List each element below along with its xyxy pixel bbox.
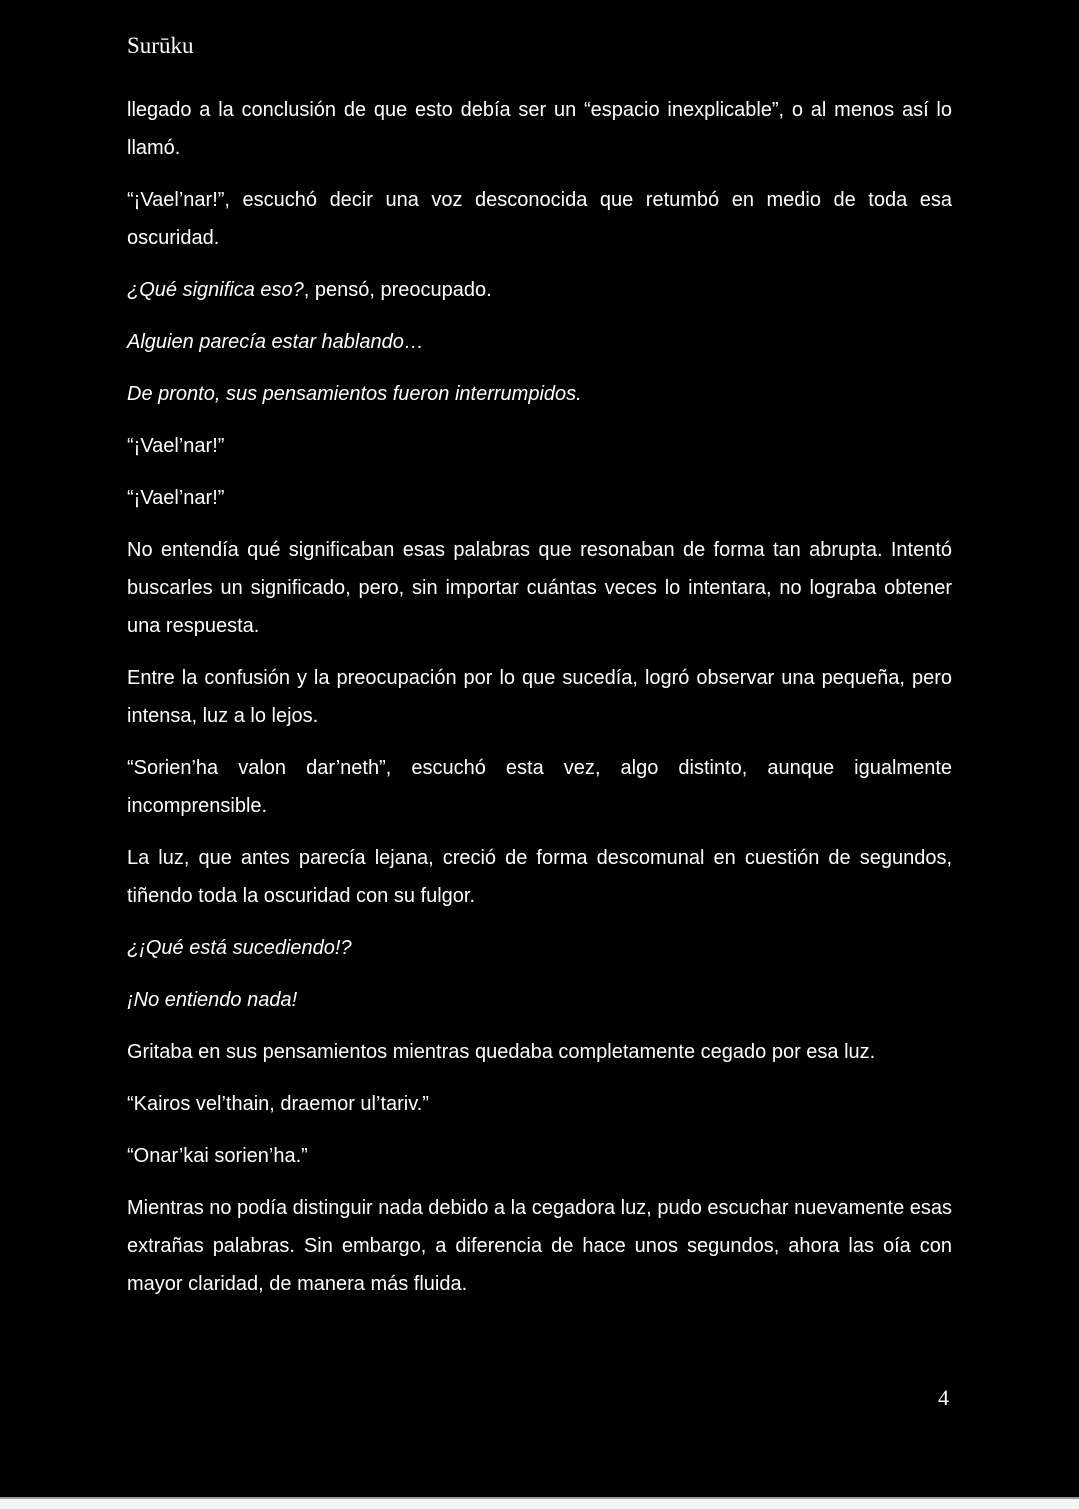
paragraph bbox=[127, 1085, 952, 1123]
text: “¡Vael’nar!” bbox=[127, 435, 225, 457]
text: La luz, que antes parecía lejana, creció de forma descomunal en cuestión de segundos, tiñendo toda la oscuridad con su fulgor. bbox=[127, 847, 952, 907]
paragraph bbox=[127, 323, 952, 361]
paragraph bbox=[127, 1189, 952, 1303]
paragraph bbox=[127, 375, 952, 413]
page-number: 4 bbox=[938, 1385, 949, 1410]
text: “Onar’kai sorien’ha.” bbox=[127, 1145, 308, 1167]
italic-text: ¿Qué significa eso? bbox=[127, 279, 304, 301]
text: “¡Vael’nar!”, escuchó decir una voz desconocida que retumbó en medio de toda esa oscuridad. bbox=[127, 189, 952, 249]
text: Entre la confusión y la preocupación por lo que sucedía, logró observar una pequeña, pero intensa, luz a lo lejos. bbox=[127, 667, 952, 727]
paragraph bbox=[127, 91, 952, 167]
paragraph bbox=[127, 181, 952, 257]
paragraph bbox=[127, 749, 952, 825]
text: No entendía qué significaban esas palabras que resonaban de forma tan abrupta. Intentó buscarles un significado, pero, sin importar cuántas veces lo intentara, no lograba obtener una respuesta. bbox=[127, 539, 952, 637]
paragraph bbox=[127, 1137, 952, 1175]
paragraph bbox=[127, 427, 952, 465]
paragraph bbox=[127, 659, 952, 735]
text: , pensó, preocupado. bbox=[303, 279, 492, 301]
text: “Kairos vel’thain, draemor ul’tariv.” bbox=[127, 1093, 429, 1115]
paragraph bbox=[127, 981, 952, 1019]
paragraph bbox=[127, 929, 952, 967]
body-text bbox=[127, 91, 952, 1317]
paragraph bbox=[127, 479, 952, 517]
text: llegado a la conclusión de que esto debía ser un “espacio inexplicable”, o al menos así lo llamó. bbox=[127, 99, 952, 159]
running-header: Surūku bbox=[127, 33, 194, 58]
italic-text: ¡No entiendo nada! bbox=[127, 989, 298, 1011]
paragraph bbox=[127, 271, 952, 309]
paragraph bbox=[127, 1033, 952, 1071]
italic-text: De pronto, sus pensamientos fueron interrumpidos. bbox=[127, 383, 582, 405]
italic-text: ¿¡Qué está sucediendo!? bbox=[127, 937, 352, 959]
text: Mientras no podía distinguir nada debido a la cegadora luz, pudo escuchar nuevamente esas extrañas palabras. Sin embargo, a diferencia de hace unos segundos, ahora las oía con mayor claridad, de manera más fluida. bbox=[127, 1197, 952, 1295]
italic-text: Alguien parecía estar hablando… bbox=[127, 331, 424, 353]
paragraph bbox=[127, 531, 952, 645]
text: Gritaba en sus pensamientos mientras quedaba completamente cegado por esa luz. bbox=[127, 1041, 876, 1063]
text: “¡Vael’nar!” bbox=[127, 487, 225, 509]
text: “Sorien’ha valon dar’neth”, escuchó esta vez, algo distinto, aunque igualmente incomprensible. bbox=[127, 757, 952, 817]
paragraph bbox=[127, 839, 952, 915]
